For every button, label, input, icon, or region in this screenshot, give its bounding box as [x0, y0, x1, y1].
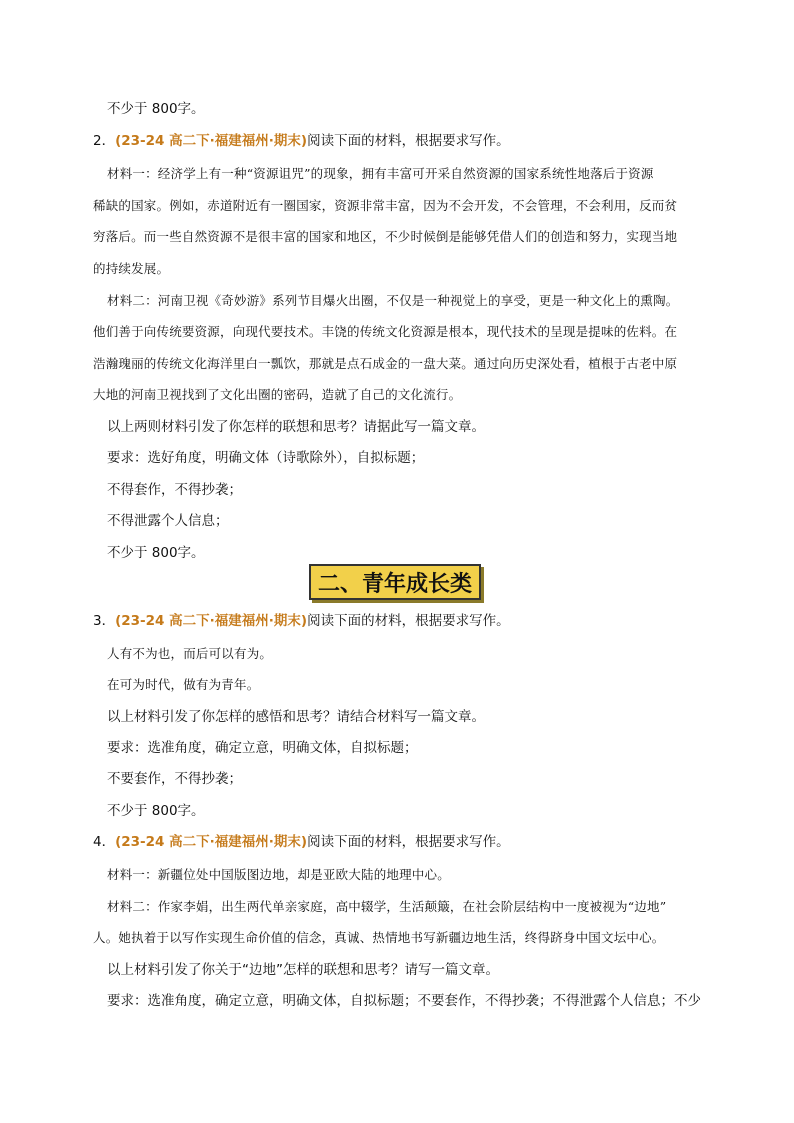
question-instruction: 阅读下面的材料，根据要求写作。: [307, 834, 510, 850]
material-text: 浩瀚瑰丽的传统文化海洋里白一瓢饮，那就是点石成金的一盘大菜。通过向历史深处看，植根于古老中原: [93, 356, 678, 371]
requirement-text: 不要套作，不得抄袭；: [107, 771, 242, 787]
material-text: 在可为时代，做有为青年。: [107, 677, 260, 692]
material-text: 材料二：河南卫视《奇妙游》系列节目爆火出圈，不仅是一种视觉上的享受，更是一种文化上的熏陶。: [107, 293, 679, 308]
section-heading: 二、青年成长类: [309, 564, 481, 600]
question-instruction: 阅读下面的材料，根据要求写作。: [307, 613, 510, 629]
material-text: 材料二：作家李娟，出生两代单亲家庭，高中辍学，生活颠簸，在社会阶层结构中一度被视为“边地”: [107, 899, 667, 914]
material-text: 穷落后。而一些自然资源不是很丰富的国家和地区，不少时候倒是能够凭借人们的创造和努力，实现当地: [93, 229, 678, 244]
material-text: 材料一：新疆位处中国版图边地，却是亚欧大陆的地理中心。: [107, 867, 450, 882]
question-instruction: 阅读下面的材料，根据要求写作。: [307, 133, 510, 149]
prompt-text: 以上材料引发了你怎样的感悟和思考？请结合材料写一篇文章。: [107, 709, 485, 725]
question-3-header: [93, 612, 510, 630]
requirement-text: 要求：选准角度，确定立意，明确文体，自拟标题；: [107, 740, 418, 756]
question-number: 2．: [93, 133, 116, 149]
material-text: 稀缺的国家。例如，赤道附近有一圈国家，资源非常丰富，因为不会开发，不会管理，不会利用，反而贫: [93, 198, 678, 213]
prompt-text: 以上两则材料引发了你怎样的联想和思考？请据此写一篇文章。: [107, 419, 485, 435]
material-text: 人有不为也，而后可以有为。: [107, 646, 273, 661]
material-text: 他们善于向传统要资源，向现代要技术。丰饶的传统文化资源是根本，现代技术的呈现是提味的佐料。在: [93, 324, 678, 339]
question-source: (23-24 高二下·福建福州·期末): [115, 613, 308, 629]
material-text: 材料一：经济学上有一种“资源诅咒”的现象，拥有丰富可开采自然资源的国家系统性地落后于资源: [107, 166, 654, 181]
prompt-text: 以上材料引发了你关于“边地”怎样的联想和思考？请写一篇文章。: [107, 962, 499, 978]
material-text: 大地的河南卫视找到了文化出圈的密码，造就了自己的文化流行。: [93, 387, 462, 402]
question-number: 4．: [93, 834, 116, 850]
requirement-text: 不得泄露个人信息；: [107, 513, 229, 529]
material-text: 的持续发展。: [93, 261, 170, 276]
material-text: 人。她执着于以写作实现生命价值的信念，真诚、热情地书写新疆边地生活，终得跻身中国文坛中心。: [93, 930, 665, 945]
question-2-header: [93, 132, 510, 150]
requirement-text: 要求：选好角度，明确文体（诗歌除外），自拟标题；: [107, 450, 425, 466]
question-4-header: [93, 833, 510, 851]
requirement-text: 不少于 800字。: [107, 545, 205, 561]
question-source: (23-24 高二下·福建福州·期末): [115, 834, 308, 850]
question-source: (23-24 高二下·福建福州·期末): [115, 133, 308, 149]
requirement-text: 不少于 800字。: [107, 803, 205, 819]
word-count-requirement: 不少于 800字。: [107, 101, 205, 117]
question-number: 3．: [93, 613, 116, 629]
requirement-text: 要求：选准角度，确定立意，明确文体，自拟标题；不要套作，不得抄袭；不得泄露个人信息；不少: [107, 993, 701, 1009]
requirement-text: 不得套作，不得抄袭；: [107, 482, 242, 498]
